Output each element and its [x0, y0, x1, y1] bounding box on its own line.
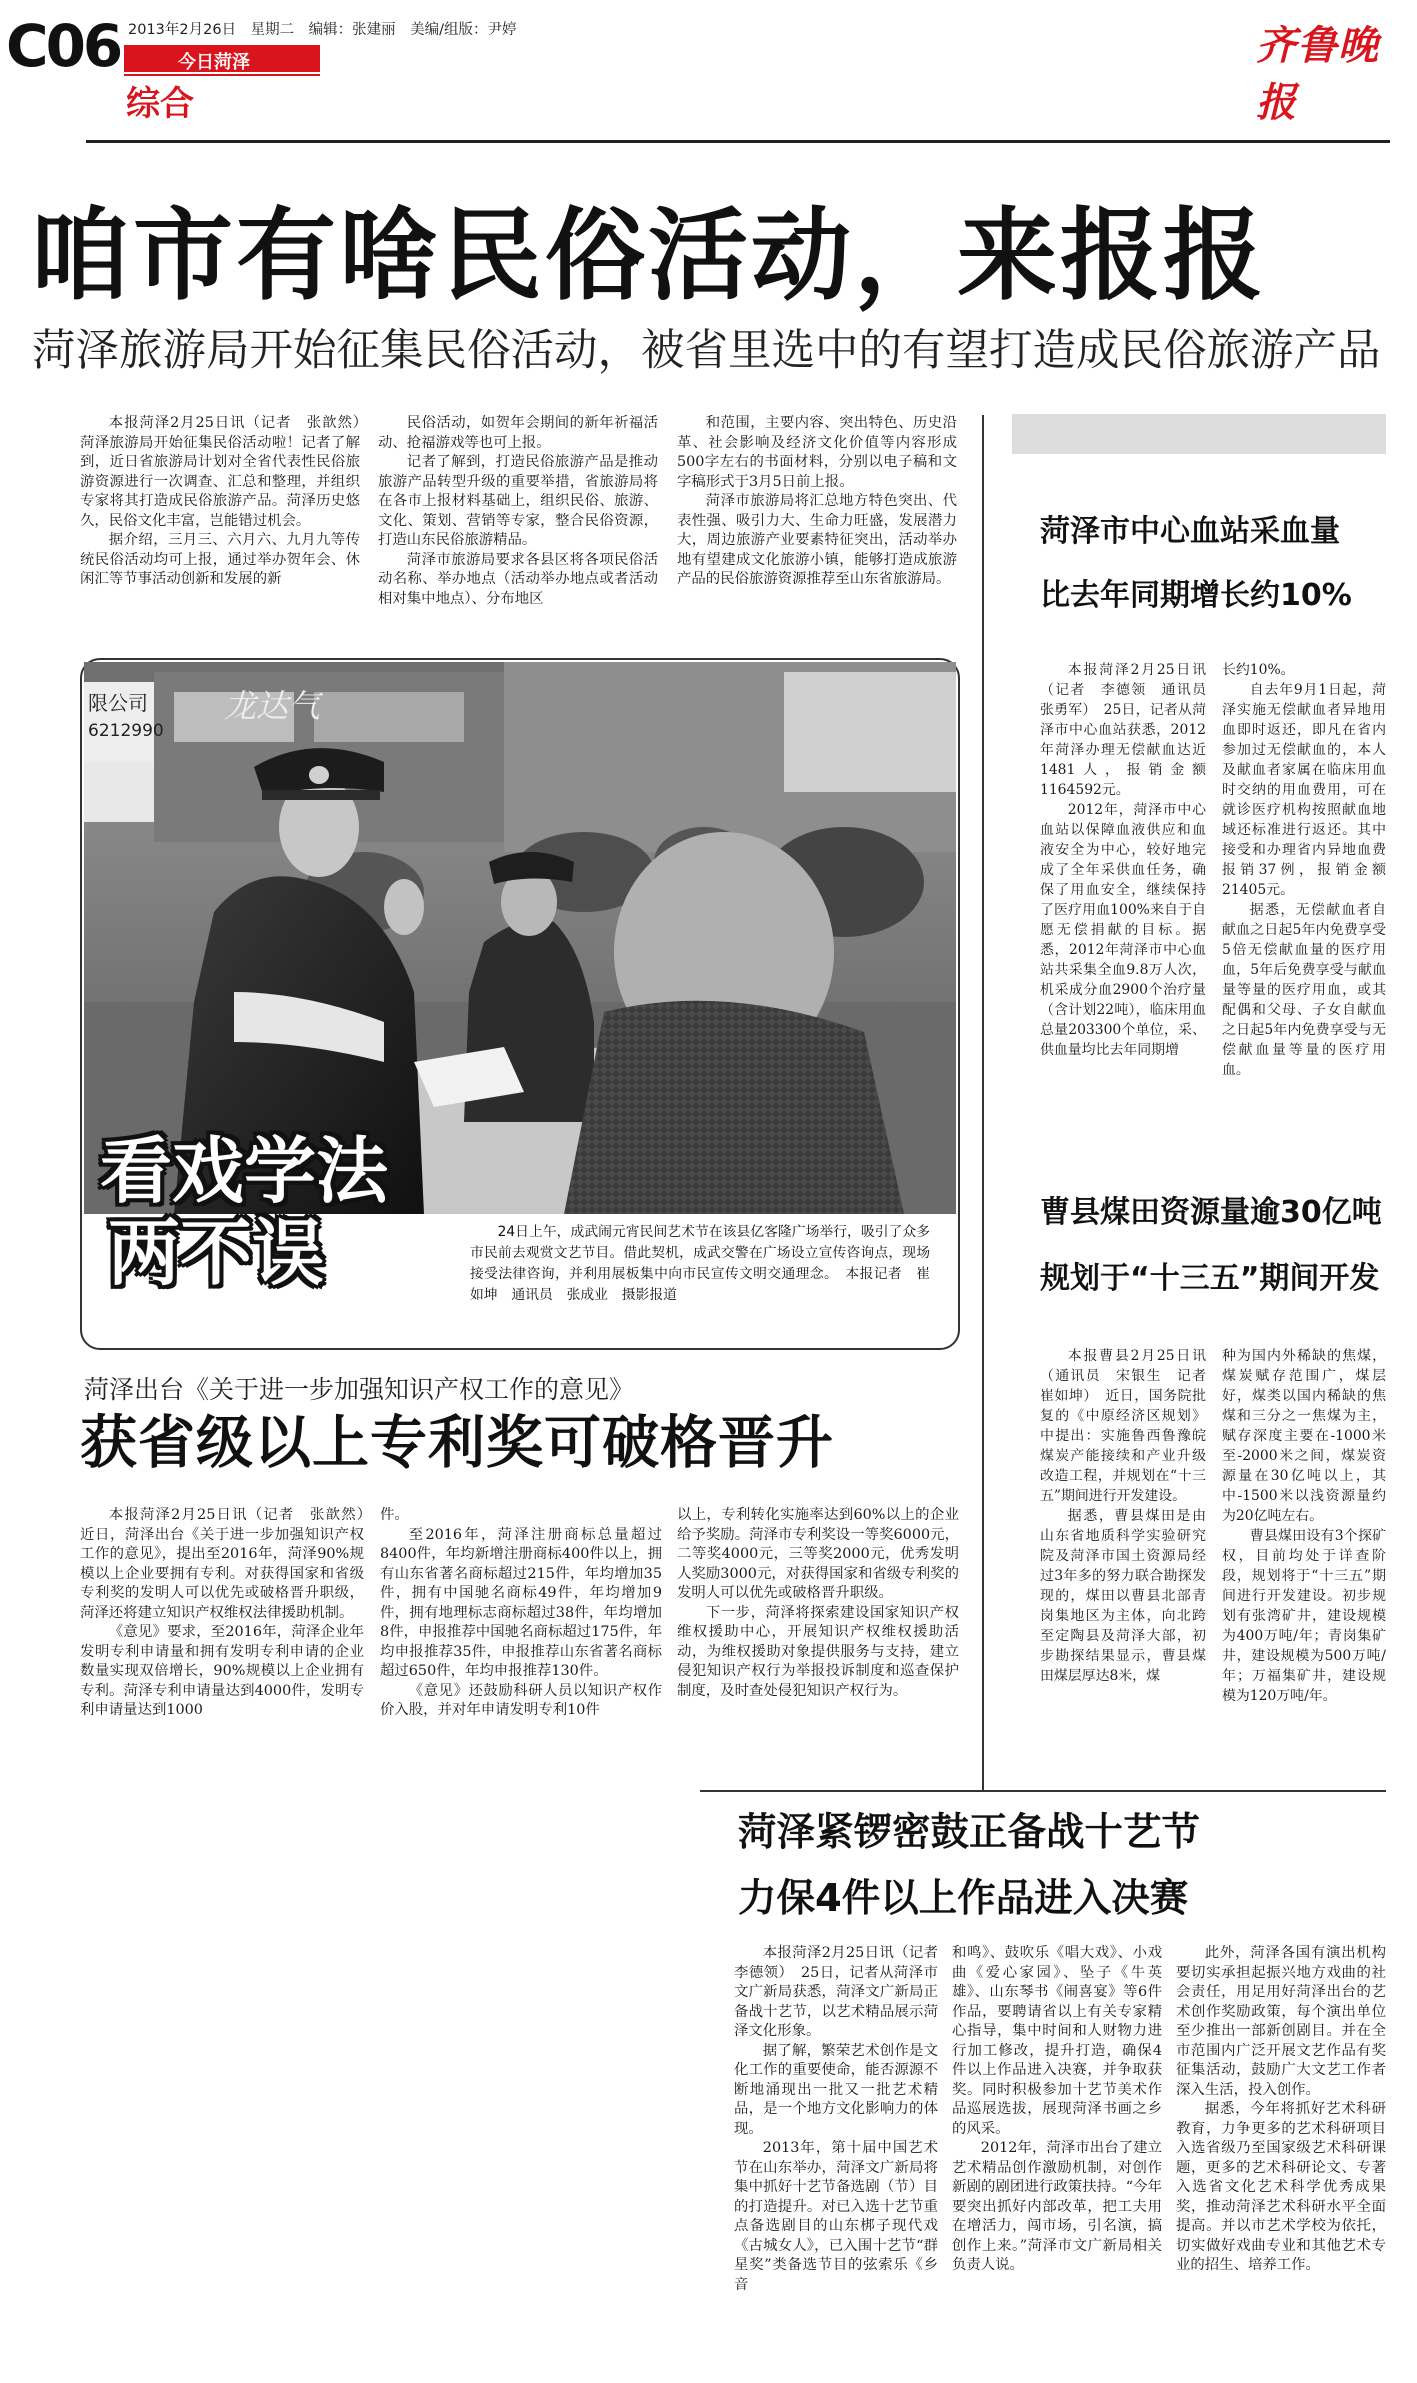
photo-overlay-title — [100, 1130, 388, 1294]
lead-col-3 — [677, 414, 957, 659]
paragraph: 2012年，菏泽市出台了建立艺术精品创作激励机制，对创作新剧的剧团进行政策扶持。“今年要突出抓好内部改革，把工夫用在增活力，闯市场，引名演，搞创作上来。”菏泽市文广新局相关负责人说。 — [952, 2140, 1162, 2273]
section-tag-label: 今日菏泽 — [178, 52, 250, 73]
paragraph: 民俗活动，如贺年会期间的新年祈福活动、抢福游戏等也可上报。 — [378, 415, 658, 451]
paragraph: 下一步，菏泽将探索建设国家知识产权维权援助中心，开展知识产权维权援助活动，为维权援助对象提供服务与支持，建立侵犯知识产权行为举报投诉制度和巡查保护制度，及时查处侵犯知识产权行为。 — [677, 1604, 959, 1699]
paragraph: 以上，专利转化实施率达到60%以上的企业给予奖励。菏泽市专利奖设一等奖6000元，二等奖4000元，三等奖2000元，优秀发明人奖励3000元，对获得国家和省级专利奖的发明人可以优先或破格晋升职级。 — [677, 1507, 959, 1601]
paragraph: 至2016年，菏泽注册商标总量超过8400件，年均新增注册商标400件以上，拥有山东省著名商标超过215件，年均增加35件，拥有中国驰名商标49件，年均增加9件，拥有地理标志商标超过38件，年均增加8件，申报推荐中国驰名商标超过175件，年均申报推荐35件，申报推荐山东省著名商标超过650件，年均申报推荐130件。 — [380, 1526, 662, 1679]
coal-col-2 — [1222, 1346, 1386, 1776]
coal-headline-line-1: 曹县煤田资源量逾30亿吨 — [1040, 1195, 1382, 1230]
lead-col-2 — [378, 414, 658, 659]
masthead-rule — [86, 140, 1390, 143]
paragraph: 和鸣》、鼓吹乐《唱大戏》、小戏曲《爱心家园》、坠子《牛英雄》、山东琴书《闹喜宴》等6件作品，要聘请省以上有关专家精心指导，集中时间和人财物力进行加工修改，提升打造，确保4件以上作品进入决赛，并争取获奖。同时积极参加十艺节美术作品巡展选拔，展现菏泽书画之乡的风采。 — [952, 1945, 1162, 2137]
lead-col-1 — [80, 414, 375, 659]
paragraph: 曹县煤田设有3个探矿权，目前均处于详查阶段，规划将于“十三五”期间进行开发建设。初步规划有张湾矿井，建设规模为400万吨/年；青岗集矿井，建设规模为500万吨/年；万福集矿井，建设规模为120万吨/年。 — [1222, 1528, 1386, 1704]
paragraph: 菏泽市旅游局要求各县区将各项民俗活动名称、举办地点（活动举办地点或者活动相对集中地点）、分布地区 — [378, 551, 658, 607]
paragraph: 《意见》还鼓励科研人员以知识产权作价入股，并对年申请发明专利10件 — [380, 1682, 662, 1718]
photo-sign-text: 限公司 — [88, 691, 148, 715]
paragraph: 记者了解到，打造民俗旅游产品是推动旅游产品转型升级的重要举措，省旅游局将在各市上报材料基础上，组织民俗、旅游、文化、策划、营销等专家，整合民俗资源，打造山东民俗旅游精品。 — [378, 454, 658, 548]
blood-col-1 — [1040, 660, 1220, 1140]
paragraph: 自去年9月1日起，菏泽实施无偿献血者异地用血即时返还，即凡在省内参加过无偿献血的，本人及献血者家属在临床用血时交纳的用血费用，可在就诊医疗机构按照献血地域还标准进行返还。其中接受和办理省内异地血费报销37例，报销金额21405元。 — [1222, 682, 1386, 898]
paragraph: 本报曹县2月25日讯（通讯员 宋银生 记者 崔如坤） 近日，国务院批复的《中原经济区规划》中提出：实施鲁西鲁豫皖煤炭产能接续和产业升级改造工程，并规划在“十三五”期间进行开发建设。 — [1040, 1348, 1220, 1504]
lead-subhead: 菏泽旅游局开始征集民俗活动，被省里选中的有望打造成民俗旅游产品 — [32, 326, 1381, 376]
masthead-meta: 2013年2月26日 星期二 编辑：张建丽 美编/组版：尹婷 — [128, 22, 517, 38]
photo-sign-phone: 6212990 — [88, 721, 164, 741]
paragraph: 据悉，曹县煤田是由山东省地质科学实验研究院及菏泽市国土资源局经过3年多的努力联合勘探发现的，煤田以曹县北部青岗集地区为主体，向北跨至定陶县及菏泽大部，初步勘探结果显示，曹县煤田煤层厚达8米，煤 — [1040, 1508, 1206, 1684]
coal-headline — [1040, 1180, 1382, 1312]
paragraph: 此外，菏泽各国有演出机构要切实承担起振兴地方戏曲的社会责任，用足用好菏泽出台的艺术创作奖励政策，每个演出单位至少推出一部新创剧目。并在全市范围内广泛开展文艺作品有奖征集活动，鼓励广大文艺工作者深入生活，投入创作。 — [1176, 1945, 1386, 2098]
blood-headline-line-1: 菏泽市中心血站采血量 — [1040, 514, 1340, 549]
section-name: 综合 — [126, 84, 194, 124]
paragraph: 种为国内外稀缺的焦煤，煤炭赋存范围广，煤层好，煤类以国内稀缺的焦煤和三分之一焦煤为主，赋存深度主要在-1000米至-2000米之间，煤炭资源量在30亿吨以上，其中-1500米以浅资源量约为20亿吨左右。 — [1222, 1348, 1386, 1524]
paragraph: 本报菏泽2月25日讯（记者 张歆然） 菏泽旅游局开始征集民俗活动啦！记者了解到，近日省旅游局计划对全省代表性民俗旅游资源进行一次调查、汇总和整理，并组织专家将其打造成民俗旅游产品。菏泽历史悠久，民俗文化丰富，岂能错过机会。 — [80, 415, 375, 529]
paragraph: 2012年，菏泽市中心血站以保障血液供应和血液安全为中心，较好地完成了全年采供血任务，确保了用血安全，继续保持了医疗用血100%来自于自愿无偿捐献的目标。据悉，2012年菏泽市中心血站共采集全血9.8万人次，机采成分血2900个治疗量（含计划22吨），临床用血总量203300个单位，采、供血量均比去年同期增 — [1040, 802, 1206, 1058]
patent-col-2 — [380, 1506, 662, 1776]
right-column-rule — [982, 415, 984, 1790]
paragraph: 本报菏泽2月25日讯（记者 李德领） 25日，记者从菏泽市文广新局获悉，菏泽文广新局正备战十艺节，以艺术精品展示菏泽文化形象。 — [734, 1945, 953, 2039]
blood-header-bar — [1012, 414, 1386, 454]
blood-headline-line-2: 比去年同期增长约10% — [1040, 578, 1352, 613]
patent-headline: 获省级以上专利奖可破格晋升 — [80, 1410, 834, 1476]
festival-headline-line-1: 菏泽紧锣密鼓正备战十艺节 — [738, 1810, 1201, 1855]
festival-col-3 — [1176, 1944, 1386, 2354]
paragraph: 2013年，第十届中国艺术节在山东举办，菏泽文广新局将集中抓好十艺节备选剧（节）目的打造提升。对已入选十艺节重点备选剧目的山东梆子现代戏《古城女人》，已入围十艺节“群星奖”类备选节目的弦索乐《乡音 — [734, 2140, 938, 2293]
festival-col-1 — [734, 1944, 953, 2354]
blood-col-2 — [1222, 660, 1386, 1140]
paragraph: 《意见》要求，至2016年，菏泽企业年发明专利申请量和拥有发明专利申请的企业数量实现双倍增长，90%规模以上企业拥有专利。菏泽专利申请量达到4000件，发明专利申请量达到1000 — [80, 1624, 364, 1718]
patent-col-1 — [80, 1506, 379, 1776]
lead-headline: 咱市有啥民俗活动，来报报 — [30, 197, 1266, 314]
coal-headline-line-2: 规划于“十三五”期间开发 — [1040, 1261, 1380, 1296]
paragraph: 据介绍，三月三、六月六、九月九等传统民俗活动均可上报，通过举办贺年会、休闲汇等节事活动创新和发展的新 — [80, 532, 360, 587]
festival-headline-line-2: 力保4件以上作品进入决赛 — [738, 1876, 1189, 1921]
paragraph: 件。 — [380, 1507, 409, 1523]
paragraph: 据了解，繁荣艺术创作是文化工作的重要使命，能否源源不断地涌现出一批又一批艺术精品，是一个地方文化影响力的体现。 — [734, 2042, 938, 2137]
paragraph: 菏泽市旅游局将汇总地方特色突出、代表性强、吸引力大、生命力旺盛，发展潜力大，周边旅游产业要素特征突出，活动举办地有望建成文化旅游小镇，能够打造成旅游产品的民俗旅游资源推荐至山东省旅游局。 — [677, 493, 957, 587]
paragraph: 和范围，主要内容、突出特色、历史沿革、社会影响及经济文化价值等内容形成500字左右的书面材料，分别以电子稿和文字稿形式于3月5日前上报。 — [677, 415, 957, 490]
coal-col-1 — [1040, 1346, 1220, 1776]
patent-col-3 — [677, 1506, 959, 1776]
paragraph: 本报菏泽2月25日讯（记者 张歆然） 近日，菏泽出台《关于进一步加强知识产权工作的意见》，提出至2016年，菏泽90%规模以上企业要拥有专利。对获得国家和省级专利奖的发明人可以优先或破格晋升职级，菏泽还将建立知识产权维权法律援助机制。 — [80, 1507, 379, 1621]
paragraph: 本报菏泽2月25日讯（记者 李德领 通讯员 张勇军） 25日，记者从菏泽市中心血站获悉，2012年菏泽办理无偿献血达近1481人，报销金额1164592元。 — [1040, 662, 1220, 798]
page-number: C06 — [6, 12, 121, 80]
patent-kicker: 菏泽出台《关于进一步加强知识产权工作的意见》 — [84, 1375, 635, 1404]
photo-overlay-title-line-1: 看戏学法 — [100, 1129, 389, 1213]
blood-headline — [1040, 500, 1352, 628]
photo-caption: 24日上午，成武闹元宵民间艺术节在该县亿客隆广场举行，吸引了众多市民前去观赏文艺节目。借此契机，成武交警在广场设立宣传咨询点，现场接受法律咨询，并利用展板集中向市民宣传文明交通理念。 本报记者 崔如坤 通讯员 张成业 摄影报道 — [470, 1224, 930, 1303]
paragraph: 据悉，无偿献血者自献血之日起5年内免费享受5倍无偿献血量的医疗用血，5年后免费享受与献血量等量的医疗用血，或其配偶和父母、子女自献血之日起5年内免费享受与无偿献血量等量的医疗用血。 — [1222, 902, 1386, 1078]
festival-headline — [738, 1800, 1200, 1932]
paragraph: 长约10%。 — [1222, 662, 1295, 678]
newspaper-logo: 齐鲁晚报 — [1256, 22, 1379, 126]
photo-overlay-title-line-2: 两不误 — [108, 1211, 325, 1295]
photo-store-text: 龙达气 — [224, 687, 321, 725]
festival-col-2 — [952, 1944, 1162, 2354]
paragraph: 据悉，今年将抓好艺术科研教育，力争更多的艺术科研项目入选省级乃至国家级艺术科研课题，更多的艺术科研论文、专著入选省文化艺术科学优秀成果奖，推动菏泽艺术科研水平全面提高。并以市艺术学校为依托，切实做好戏曲专业和其他艺术专业的招生、培养工作。 — [1176, 2101, 1386, 2273]
bottom-section-rule — [700, 1790, 1386, 1792]
